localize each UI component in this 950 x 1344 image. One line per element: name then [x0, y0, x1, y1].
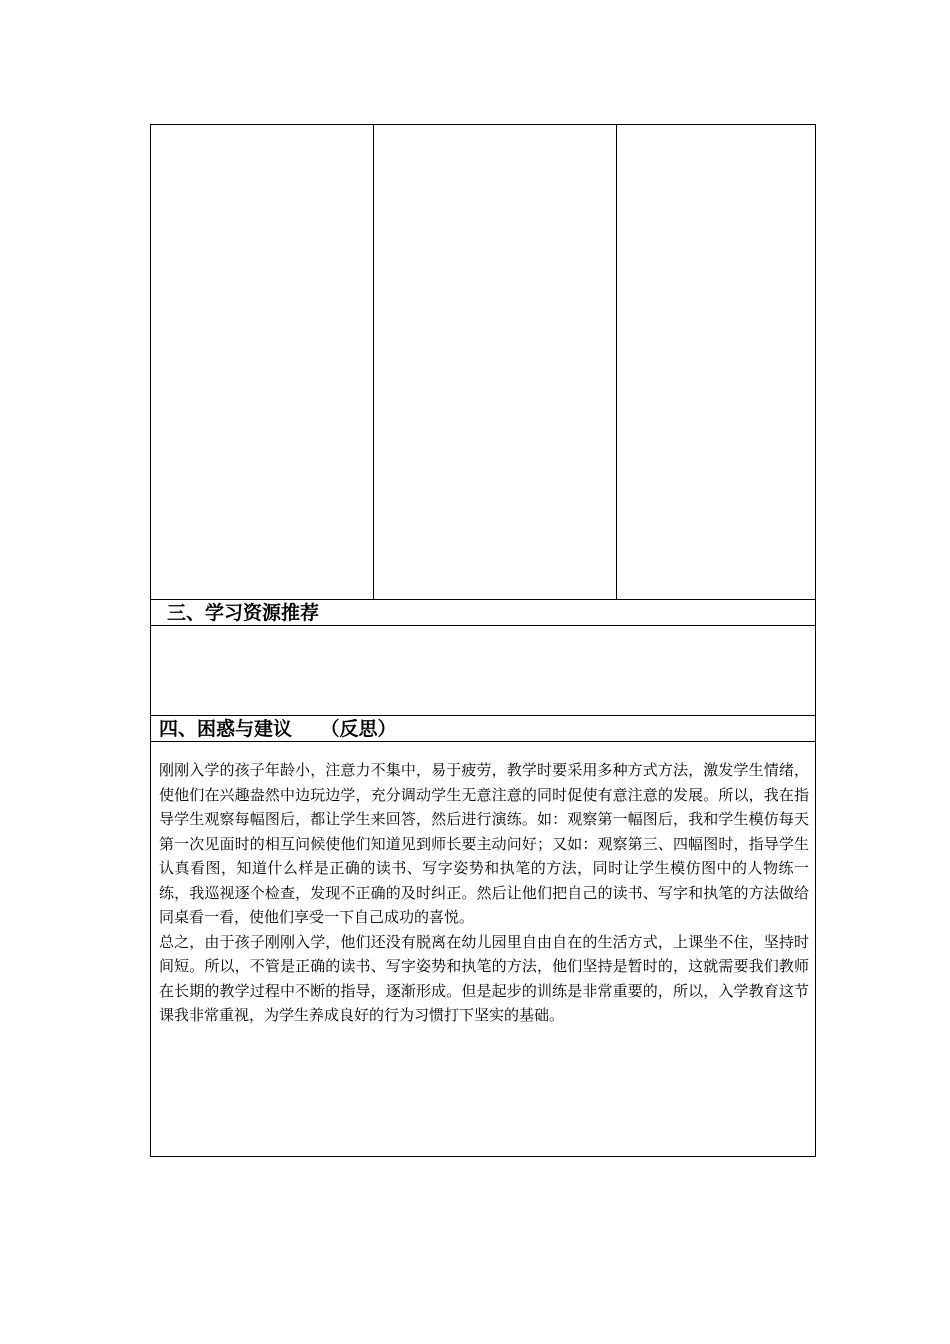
table-cell-middle [374, 125, 617, 599]
reflection-paragraph-1: 刚刚入学的孩子年龄小，注意力不集中，易于疲劳，教学时要采用多种方式方法，激发学生情绪，使他们在兴趣盎然中边玩边学，充分调动学生无意注意的同时促使有意注意的发展。所以，我在指导学生观察每幅图后，都让学生来回答，然后进行演练。如：观察第一幅图后，我和学生模仿每天第一次见面时的相互问候使他们知道见到师长要主动问好；又如：观察第三、四幅图时，指导学生认真看图，知道什么样是正确的读书、写字姿势和执笔的方法，同时让学生模仿图中的人物练一练，我巡视逐个检查，发现不正确的及时纠正。然后让他们把自己的读书、写字和执笔的方法做给同桌看一看，使他们享受一下自己成功的喜悦。 [159, 761, 809, 926]
table-cell-right [617, 125, 815, 599]
section-heading-learning-resources: 三、学习资源推荐 [151, 600, 815, 626]
learning-resources-cell [151, 626, 815, 716]
section-heading-reflection: 四、困惑与建议 （反思） [151, 716, 815, 742]
table-cell-left [151, 125, 374, 599]
table-row-blank-columns [151, 125, 815, 600]
reflection-text-cell [151, 742, 815, 1156]
lesson-plan-table [150, 124, 816, 1157]
reflection-paragraph-2: 总之，由于孩子刚刚入学，他们还没有脱离在幼儿园里自由自在的生活方式，上课坐不住，坚持时间短。所以，不管是正确的读书、写字姿势和执笔的方法，他们坚持是暂时的，这就需要我们教师在长期的教学过程中不断的指导，逐渐形成。但是起步的训练是非常重要的，所以，入学教育这节课我非常重视，为学生养成良好的行为习惯打下坚实的基础。 [159, 932, 809, 1024]
